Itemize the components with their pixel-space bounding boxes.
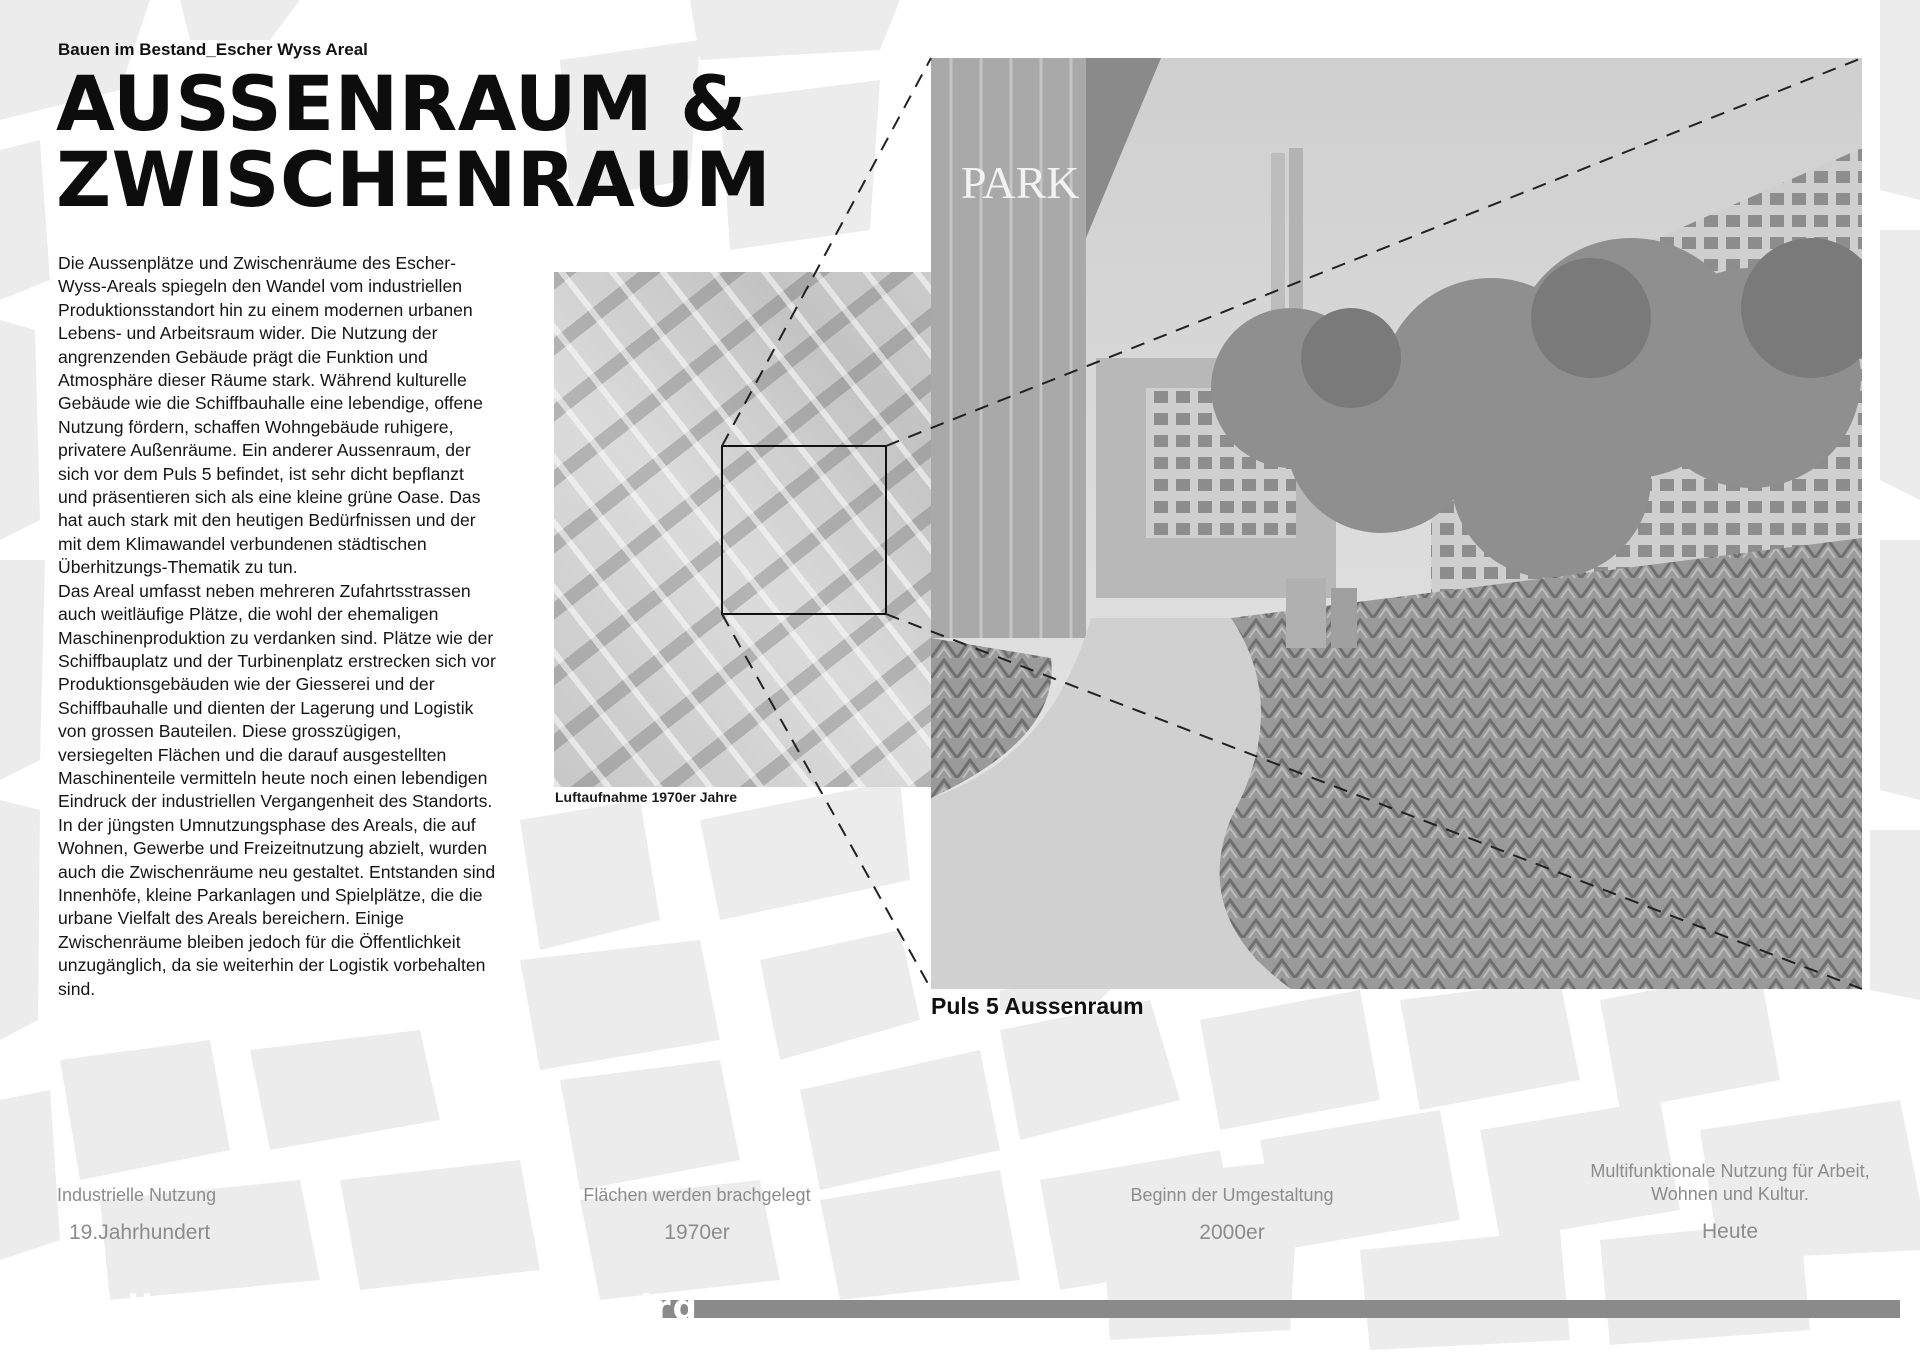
photo-caption: Puls 5 Aussenraum — [931, 993, 1144, 1019]
timeline-heading: Multifunktionale Nutzung für Arbeit, Wohnen und Kultur. — [1590, 1161, 1870, 1204]
park-sign-text: PARK — [961, 157, 1080, 208]
timeline-value: 19.Jahrhundert — [69, 1221, 211, 1244]
timeline-value: 1970er — [664, 1221, 730, 1244]
timeline-item — [1100, 1184, 1364, 1245]
footer-bar — [660, 1300, 1900, 1318]
body-paragraph: Die Aussenplätze und Zwischenräume des Escher-Wyss-Areals spiegeln den Wandel vom industriellen Produktionsstandort hin zu einem modernen urbanen Lebens- und Arbeitsraum wider. Die Nutzung der angrenzenden Gebäude prägt die Funktion und Atmosphäre dieser Räume stark. Während kulturelle Gebäude wie die Schiffbauhalle eine lebendige, offene Nutzung fördern, schaffen Wohngebäude ruhigere, privatere Außenräume. Ein anderer Aussenraum, der sich vor dem Puls 5 befindet, ist sehr dicht bepflanzt und präsentieren sich als eine kleine grüne Oase. Das hat auch stark mit den heutigen Bedürfnissen und der mit dem Klimawandel verbundenen städtischen Überhitzungs-Thematik zu tun. — [58, 253, 483, 578]
puls5-photo-drawing — [931, 58, 1862, 989]
aerial-caption: Luftaufnahme 1970er Jahre — [555, 789, 738, 805]
title-line-1: AUSSENRAUM & — [56, 59, 747, 148]
body-text — [58, 252, 498, 1001]
body-paragraph: In der jüngsten Umnutzungsphase des Areals, die auf Wohnen, Gewerbe und Freizeitnutzung abzielt, wurden auch die Zwischenräume neu gestaltet. Entstanden sind Innenhöfe, kleine Parkanlagen und Spielplätze, die die urbane Vielfalt des Areals bereichern. Einige Zwischenräume bleiben jedoch für die Öffentlichkeit unzugänglich, da sie weiterhin der Logistik vorbehalten sind. — [58, 814, 496, 999]
title-line-2: ZWISCHENRAUM — [56, 135, 772, 224]
page-title — [56, 59, 772, 224]
timeline-item — [1590, 1160, 1870, 1244]
timeline-item — [57, 1184, 257, 1245]
timeline-heading: Flächen werden brachgelegt — [583, 1185, 811, 1205]
timeline-heading: Beginn der Umgestaltung — [1130, 1185, 1334, 1205]
timeline-value: 2000er — [1199, 1221, 1265, 1244]
footer-slogan: wo die funktion zur kultur wird — [42, 1288, 699, 1318]
body-paragraph: Das Areal umfasst neben mehreren Zufahrtsstrassen auch weitläufige Plätze, die wohl der ehemaligen Maschinenproduktion zu verdanken sind. Plätze wie der Schiffbauplatz und der Turbinenplatz erstrecken sich vor Produktionsgebäuden wie der Giesserei und der Schiffbauhalle und dienten der Lagerung und Logistik von grossen Bauteilen. Diese grosszügigen, versiegelten Flächen und die darauf ausgestellten Maschinenteile vermitteln heute noch einen lebendigen Eindruck der industriellen Vergangenheit des Standorts. — [58, 580, 496, 812]
timeline-value: Heute — [1701, 1220, 1759, 1243]
timeline-heading: Industrielle Nutzung — [57, 1185, 217, 1205]
project-kicker: Bauen im Bestand_Escher Wyss Areal — [58, 40, 368, 59]
timeline-item — [557, 1184, 837, 1245]
puls5-photo — [931, 58, 1862, 989]
